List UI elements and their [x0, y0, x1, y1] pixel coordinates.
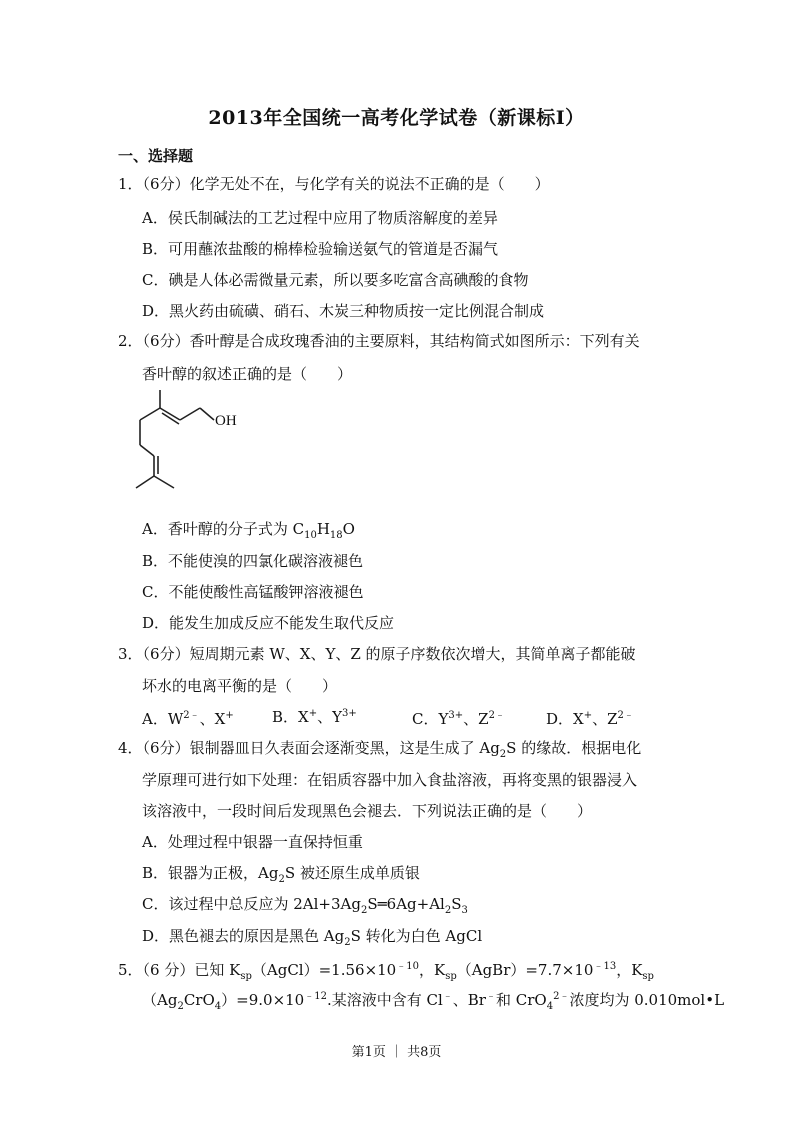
q5-l1-exp1: ﹣10 — [396, 961, 419, 972]
q2-a-o: O — [342, 520, 355, 538]
q5-l2-exp2: ﹣ — [442, 991, 453, 1002]
page-footer: 第1页 ｜ 共8页 — [351, 1045, 442, 1060]
q3-b-sup1: + — [308, 708, 318, 719]
q5-l1-sp3: sp — [642, 971, 654, 982]
q3-d-sup2: 2﹣ — [617, 710, 634, 721]
q2-a-sub1: 10 — [304, 530, 317, 541]
q2-option-d: D．能发生加成反应不能发生取代反应 — [142, 614, 395, 632]
q3-a-sup1: 2﹣ — [183, 710, 200, 721]
q5-stem-line1 — [118, 951, 654, 992]
q5-l2-c: ）=9.0×10 — [221, 991, 305, 1009]
q4-stem1-b: S 的缘故．根据电化 — [506, 739, 642, 757]
q4-stem-line2: 学原理可进行如下处理：在铝质容器中加入食盐溶液，再将变黑的银器浸入 — [142, 771, 638, 789]
q4-c-sub1: 2 — [360, 905, 368, 916]
q5-l1-sp2: sp — [445, 971, 457, 982]
page-title: 2013年全国统一高考化学试卷（新课标I） — [208, 107, 585, 129]
q5-l2-sub2: 4 — [214, 1001, 222, 1012]
q5-l2-sub3: 4 — [546, 1001, 554, 1012]
q4-d-post: S 转化为白色 AgCl — [350, 927, 483, 945]
q3-c-sup1: 3+ — [448, 710, 464, 721]
q5-l1-exp2: ﹣13 — [593, 961, 617, 972]
q5-l1-a: 5．（6 分）已知 K — [118, 961, 241, 979]
q4-option-d — [142, 925, 482, 948]
q4-option-a: A．处理过程中银器一直保持恒重 — [142, 833, 363, 851]
q4-b-post: S 被还原生成单质银 — [284, 864, 420, 882]
q5-l1-d: （AgBr）=7.7×10 — [456, 961, 594, 979]
q2-a-h: H — [316, 520, 330, 538]
q2-stem-line1: 2．（6分）香叶醇是合成玫瑰香油的主要原料，其结构简式如图所示：下列有关 — [118, 332, 640, 350]
q2-option-b: B．不能使溴的四氯化碳溶液褪色 — [142, 552, 364, 570]
q3-b-mid: 、Y — [317, 708, 342, 726]
q2-stem-line2: 香叶醇的叙述正确的是（ ） — [142, 365, 353, 383]
q3-option-a — [142, 706, 234, 729]
q3-b-sup2: 3+ — [342, 708, 357, 719]
q5-l1-c: ，K — [418, 961, 446, 979]
q5-l2-d: .某溶液中含有 Cl — [326, 991, 443, 1009]
q4-c-mid: S═6Ag+Al — [367, 895, 445, 913]
q5-l2-b: CrO — [183, 991, 215, 1009]
q4-d-pre: D．黑色褪去的原因是黑色 Ag — [142, 927, 345, 945]
q3-c-text: C．Y — [412, 710, 449, 728]
q4-c-sub2: 2 — [444, 905, 452, 916]
q4-c-s: S — [451, 895, 462, 913]
q3-option-d — [546, 706, 634, 729]
q3-stem-line2: 坏水的电离平衡的是（ ） — [142, 677, 338, 695]
q2-option-a — [142, 518, 355, 541]
q3-d-text: D．X — [546, 710, 584, 728]
q4-c-sub3: 3 — [461, 905, 468, 916]
q3-d-mid: 、Z — [592, 710, 618, 728]
q4-b-pre: B．银器为正极，Ag — [142, 864, 279, 882]
q1-option-a: A．侯氏制碱法的工艺过程中应用了物质溶解度的差异 — [142, 209, 498, 227]
q3-option-b — [272, 706, 357, 727]
q1-option-d: D．黑火药由硫磺、硝石、木炭三种物质按一定比例混合制成 — [142, 302, 545, 320]
q4-stem1-a: 4．（6分）银制器皿日久表面会逐渐变黑，这是生成了 Ag — [118, 739, 500, 757]
q3-c-sup2: 2﹣ — [488, 710, 505, 721]
q4-stem-line3: 该溶液中，一段时间后发现黑色会褪去．下列说法正确的是（ ） — [142, 802, 593, 820]
q3-d-sup1: + — [583, 710, 593, 721]
q5-l1-e: ，K — [616, 961, 643, 979]
q1-option-c: C．碘是人体必需微量元素，所以要多吃富含高碘酸的食物 — [142, 271, 529, 289]
q5-l2-exp3: ﹣ — [485, 991, 496, 1002]
q5-l2-exp4: 2﹣ — [553, 991, 570, 1002]
q3-a-sup2: + — [225, 710, 234, 721]
q3-a-mid: 、X — [199, 710, 226, 728]
q4-option-b — [142, 862, 420, 885]
q3-c-mid: 、Z — [463, 710, 489, 728]
q4-option-c — [142, 893, 468, 916]
q5-l2-g: 浓度均为 0.010mol•L — [569, 991, 725, 1009]
q5-l2-f: 和 CrO — [495, 991, 547, 1009]
q4-stem-line1 — [118, 733, 641, 770]
q5-l2-e: 、Br — [452, 991, 486, 1009]
section-heading: 一、选择题 — [118, 147, 194, 165]
q5-stem-line2 — [142, 987, 724, 1012]
q3-stem-line1: 3．（6分）短周期元素 W、X、Y、Z 的原子序数依次增大，其简单离子都能破 — [118, 645, 636, 663]
q4-b-sub: 2 — [278, 874, 285, 885]
q1-option-b: B．可用蘸浓盐酸的棉棒检验输送氨气的管道是否漏气 — [142, 240, 499, 258]
q5-l2-exp1: ﹣12 — [304, 991, 327, 1002]
oh-label: OH — [215, 413, 237, 429]
q4-stem1-sub: 2 — [499, 749, 507, 760]
q1-stem: 1．（6分）化学无处不在，与化学有关的说法不正确的是（ ） — [118, 175, 550, 193]
q5-l2-sub1: 2 — [177, 1001, 184, 1012]
q3-b-text: B．X — [272, 708, 309, 726]
q5-l1-b: （AgCl）=1.56×10 — [251, 961, 397, 979]
q2-a-sub2: 18 — [329, 530, 343, 541]
q4-d-sub: 2 — [344, 937, 351, 948]
q5-l1-sp1: sp — [240, 971, 252, 982]
q2-a-text: A．香叶醇的分子式为 C — [142, 520, 305, 538]
q4-c-pre: C．该过程中总反应为 2Al+3Ag — [142, 895, 361, 913]
q3-option-c — [412, 706, 505, 729]
q3-a-text: A．W — [142, 710, 184, 728]
q2-option-c: C．不能使酸性高锰酸钾溶液褪色 — [142, 583, 364, 601]
q5-l2-a: （Ag — [142, 991, 178, 1009]
geraniol-structure-diagram — [130, 388, 250, 500]
